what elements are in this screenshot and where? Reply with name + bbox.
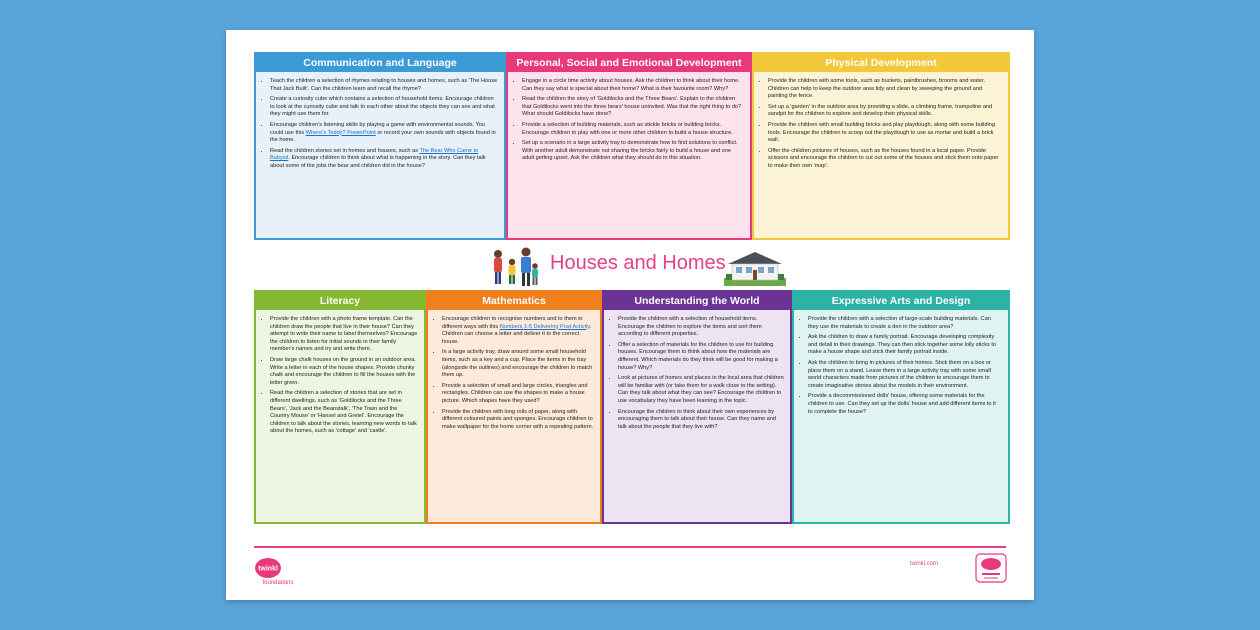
activity-item (618, 409, 784, 432)
activity-item (768, 148, 1002, 171)
activity-item (270, 316, 418, 354)
activity-text: Encourage children to recognise numbers and to them in different ways with this (442, 316, 583, 330)
panel-physical-development (752, 52, 1010, 240)
activity-text: Provide a selection of building materials, such as stickle bricks or building bricks. Encourage children to play with one or more other children to build a house structure. (522, 121, 733, 136)
activity-text: . Children can choose a letter and deliver it to the correct house. (442, 323, 592, 345)
activity-item (442, 349, 594, 379)
activity-item (808, 393, 1002, 416)
activity-list (428, 310, 600, 438)
panel-header: Physical Development (754, 54, 1008, 72)
panel-header: Understanding the World (604, 292, 790, 310)
activity-item (270, 390, 418, 436)
site-url[interactable]: twinkl.com (910, 561, 939, 567)
activity-text: Create a curiosity cube which contains a selection of household items. Encourage children to look at the curiosity cube and talk to each other about the objects they can see and what they might use them for. (270, 96, 495, 118)
activity-item (270, 357, 418, 387)
planning-sheet (226, 30, 1034, 600)
activity-item (270, 122, 498, 145)
footer-divider (254, 546, 1006, 548)
activity-text: Engage in a circle time activity about houses. Ask the children to think about their home. Can they say what is special about their home? What is their favourite room? Why? (522, 78, 740, 92)
activity-item (618, 375, 784, 405)
resource-link[interactable]: The Bear Who Came to Babysit (270, 147, 479, 162)
panel-personal-social-emotional (506, 52, 752, 240)
activity-item (618, 342, 784, 372)
activity-item (808, 316, 1002, 331)
panel-header: Expressive Arts and Design (794, 292, 1008, 310)
panel-understanding-the-world (602, 290, 792, 524)
activity-item (442, 316, 594, 346)
twinkl-badge-logo (974, 552, 1008, 584)
activity-item (768, 78, 1002, 101)
activity-list (754, 72, 1008, 178)
activity-list (508, 72, 750, 170)
activity-text: Provide the children with some tools, such as buckets, paintbrushes, brooms and water. Children can help to keep the outdoor area tidy and clean by sweeping the ground and painting the fence. (768, 78, 986, 100)
resource-link[interactable]: Where's Teddy? PowerPoint (305, 129, 376, 136)
activity-text: Encourage the children to think about their own experiences by encouraging them to talk about their house. Can they name and talk about the people that they live with? (618, 408, 776, 430)
activity-text: Provide the children with long rolls of paper, along with different coloured paints and sponges. Encourage children to make wallpaper for the home corner with a repeating pattern. (442, 408, 594, 430)
activity-text: Ask the children to bring in pictures of their homes. Stick them on a box or place them on a stand. Leave them in a large activity tray with some small world characters made from pictures of the children to encourage them to create imaginative stories about the models in their environment. (808, 359, 991, 389)
activity-list (794, 310, 1008, 423)
family-illustration (488, 246, 542, 288)
activity-text: or record your own sounds with objects found in the home. (270, 129, 496, 144)
activity-item (522, 96, 744, 119)
activity-item (522, 122, 744, 137)
activity-item (270, 78, 498, 93)
activity-list (256, 72, 504, 178)
activity-text: Set up a 'garden' in the outdoor area by providing a slide, a climbing frame, trampoline and sandpit for the children to explore and develop their physical skills. (768, 103, 993, 118)
activity-item (270, 96, 498, 119)
activity-text: Read the children the story of 'Goldilocks and the Three Bears'. Explain to the children that Goldilocks went into the three bears' house uninvited. Was that the right thing to do? What should Goldilocks have done? (522, 96, 742, 118)
panel-communication-and-language (254, 52, 506, 240)
activity-text: Encourage children's listening skills by playing a game with environmental sounds. You could use this (270, 121, 485, 136)
activity-item (522, 140, 744, 163)
activity-text: . Encourage children to think about what is happening in the story. Can they talk about some of the jobs the bear and children did in the house? (270, 155, 486, 169)
activity-text: Provide a selection of small and large circles, triangles and rectangles. Children can use the shapes to make a house picture. Which shapes have they used? (442, 382, 588, 404)
activity-text: Provide the children with a photo frame template. Can the children draw the people that live in their house? Can they attempt to write their name to label themselves? Encourage the children to listen for initial sounds in their family member's names and try and write them. (270, 316, 418, 353)
activity-item (442, 383, 594, 406)
activity-text: Provide a decommissioned dolls' house, offering some materials for the children to use. Can they set up the dolls' house and add different items to it to complete the house? (808, 393, 996, 415)
panel-header: Literacy (256, 292, 424, 310)
panel-mathematics (426, 290, 602, 524)
activity-text: Offer a selection of materials for the children to use for building houses. Encourage them to think about how the materials are different. Which materials do they think will be good for making a house? Why? (618, 341, 778, 371)
activity-item (522, 78, 744, 93)
activity-text: Draw large chalk houses on the ground in an outdoor area. Write a letter in each of the house shapes. Provide chunky chalk and encourage the children to fill the houses with the letter given. (270, 356, 416, 386)
activity-item (808, 360, 1002, 390)
activity-text: Provide the children with a selection of large-scale building materials. Can they use the materials to create a den in the outdoor area? (808, 316, 991, 330)
activity-item (618, 316, 784, 339)
activity-text: Provide the children with small building bricks and play playdough, along with some building tools. Encourage the children to scoop out the playdough to use as mortar and build a brick wall. (768, 121, 995, 144)
twinkl-foundations-logo (254, 556, 302, 588)
activity-text: In a large activity tray, draw around some small household items, such as a key and a cup. Place the items in the tray (alongside the outlines) and encourage the children to match them up. (442, 349, 593, 379)
activity-text: Set up a scenario in a large activity tray to demonstrate how to find solutions to conflict. With another adult demonstrate not sharing the bricks fairly to build a house and one adult getting upset. Ask the children what they should do in this situation. (522, 140, 738, 162)
twinkl-logo-icon (254, 556, 302, 588)
activity-text: Read the children stories set in homes and houses, such as (270, 147, 420, 154)
activity-item (768, 122, 1002, 145)
panel-header: Mathematics (428, 292, 600, 310)
activity-list (604, 310, 790, 438)
activity-item (442, 409, 594, 432)
panel-literacy (254, 290, 426, 524)
title-row (254, 244, 1006, 288)
svg-text:twinkl: twinkl (258, 565, 278, 573)
activity-text: Teach the children a selection of rhymes relating to houses and homes, such as 'The House That Jack Built'. Can the children learn and recall the rhyme? (270, 78, 498, 92)
activity-text: Provide the children with a selection of household items. Encourage the children to explore the items and sort them according to different properties. (618, 316, 762, 338)
activity-text: Ask the children to draw a family portrait. Encourage developing complexity and detail in their drawings. They can then stick together some lolly sticks to make a house shape and stick their family portrait inside. (808, 334, 997, 356)
panel-expressive-arts-and-design (792, 290, 1010, 524)
activity-item (808, 334, 1002, 357)
resource-link[interactable]: Numbers 1-5 Delivering Post Activity (499, 323, 590, 330)
activity-item (270, 148, 498, 171)
panel-header: Communication and Language (256, 54, 504, 72)
activity-text: Offer the children pictures of houses, such as the houses found in a local paper. Provide scissors and encourage the children to cut out some of the houses and stick them onto paper to make their own 'map'. (768, 147, 999, 169)
activity-text: Look at pictures of homes and places in the local area that children will be familiar with (or take them for a walk close to the setting). Can they talk about what they can see? Encourage the children to use vocabulary they have been learning in the topic. (618, 375, 784, 404)
page-title: Houses and Homes (550, 252, 726, 274)
activity-item (768, 104, 1002, 119)
house-illustration (724, 248, 786, 286)
twinkl-badge-icon (974, 552, 1008, 584)
panel-header: Personal, Social and Emotional Development (508, 54, 750, 72)
activity-text: Read the children a selection of stories that are set in different dwellings, such as 'Goldilocks and the Three Bears', 'Jack and the Beanstalk', 'The Town and the Country Mouse' or 'Hansel and Gretel'. Encourage the children to talk about the stories, learning new words to talk about the homes, such as 'cottage' and 'castle'. (270, 390, 417, 435)
activity-list (256, 310, 424, 443)
svg-text:foundations: foundations (262, 580, 294, 586)
